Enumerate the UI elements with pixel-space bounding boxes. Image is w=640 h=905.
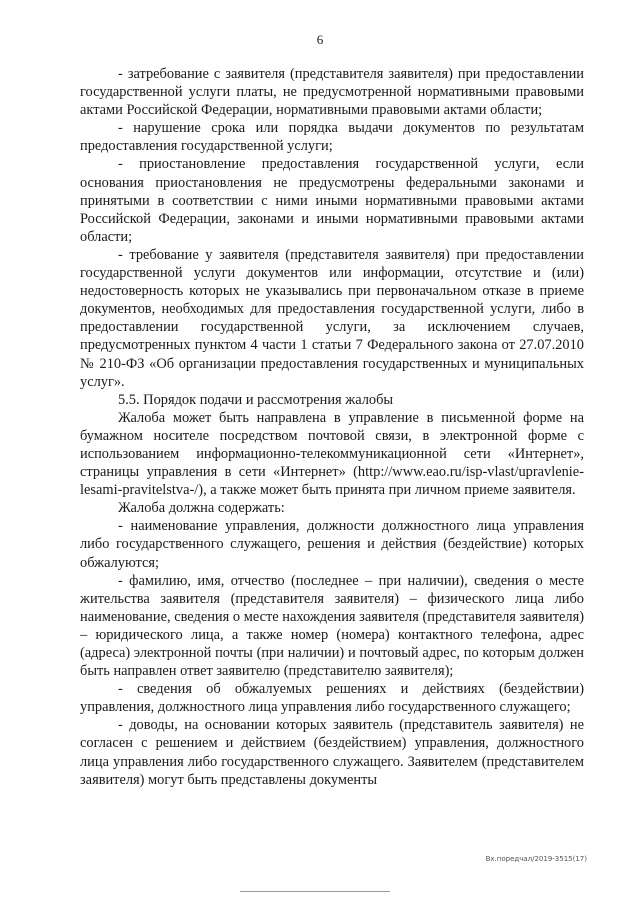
paragraph-applicant-details: - фамилию, имя, отчество (последнее – при наличии), сведения о месте жительства заявителя (представителя заявителя) – физического лица либо наименование, сведения о месте нахождения заявителя (представителя заявителя) – юридического лица, а также номер (номера) контактного телефона, адрес (адреса) электронной почты (при наличии) и почтовый адрес, по которым должен быть направлен ответ заявителю (представителю заявителя); bbox=[80, 572, 584, 680]
section-heading-complaint-procedure: 5.5. Порядок подачи и рассмотрения жалобы bbox=[118, 391, 394, 408]
paragraph-document-requirement: - требование у заявителя (представителя заявителя) при предоставлении государственной услуги документов или информации, отсутствие и (или) недостоверность которых не указывались при первоначальном отказе в приеме документов, необходимых для предоставления государственной услуги, либо в предоставлении государственной услуги, за исключением случаев, предусмотренных пунктом 4 части 1 статьи 7 Федерального закона от 27.07.2010 № 210-ФЗ «Об организации предоставления государственных и муниципальных услуг». bbox=[80, 246, 584, 390]
paragraph-complaint-channels: Жалоба может быть направлена в управление в письменной форме на бумажном носителе посредством почтовой связи, в электронной форме с использованием информационно-телекоммуникационной сети «Интернет», страницы управления в сети «Интернет» (http://www.eao.ru/isp-vlast/upravlenie-lesami-pravitelstva-/), а также может быть принята при личном приеме заявителя. bbox=[80, 409, 584, 499]
document-body bbox=[80, 65, 584, 789]
bottom-divider bbox=[240, 891, 390, 892]
page-number: 6 bbox=[316, 32, 324, 47]
paragraph-appealed-decisions: - сведения об обжалуемых решениях и действиях (бездействии) управления, должностного лица управления либо государственного служащего; bbox=[80, 681, 584, 716]
paragraph-fee-demand: - затребование с заявителя (представителя заявителя) при предоставлении государственной услуги платы, не предусмотренной нормативными правовыми актами Российской Федерации, нормативными правовыми актами области; bbox=[80, 66, 584, 119]
paragraph-deadline-violation: - нарушение срока или порядка выдачи документов по результатам предоставления государственной услуги; bbox=[80, 120, 584, 155]
document-registration-code: Вх.поредчал/2019-3515(17) bbox=[485, 855, 587, 863]
paragraph-authority-name: - наименование управления, должности должностного лица управления либо государственного служащего, решения и действия (бездействие) которых обжалуются; bbox=[80, 518, 584, 571]
paragraph-arguments: - доводы, на основании которых заявитель (представитель заявителя) не согласен с решением и действием (бездействием) управления, должностного лица управления либо государственного служащего. Заявителем (представителем заявителя) могут быть представлены документы bbox=[80, 717, 584, 788]
paragraph-suspension: - приостановление предоставления государственной услуги, если основания приостановления не предусмотрены федеральными законами и принятыми в соответствии с ними иными нормативными правовыми актами Российской Федерации, законами и иными нормативными правовыми актами области; bbox=[80, 156, 584, 245]
paragraph-complaint-contents-intro: Жалоба должна содержать: bbox=[118, 500, 285, 517]
